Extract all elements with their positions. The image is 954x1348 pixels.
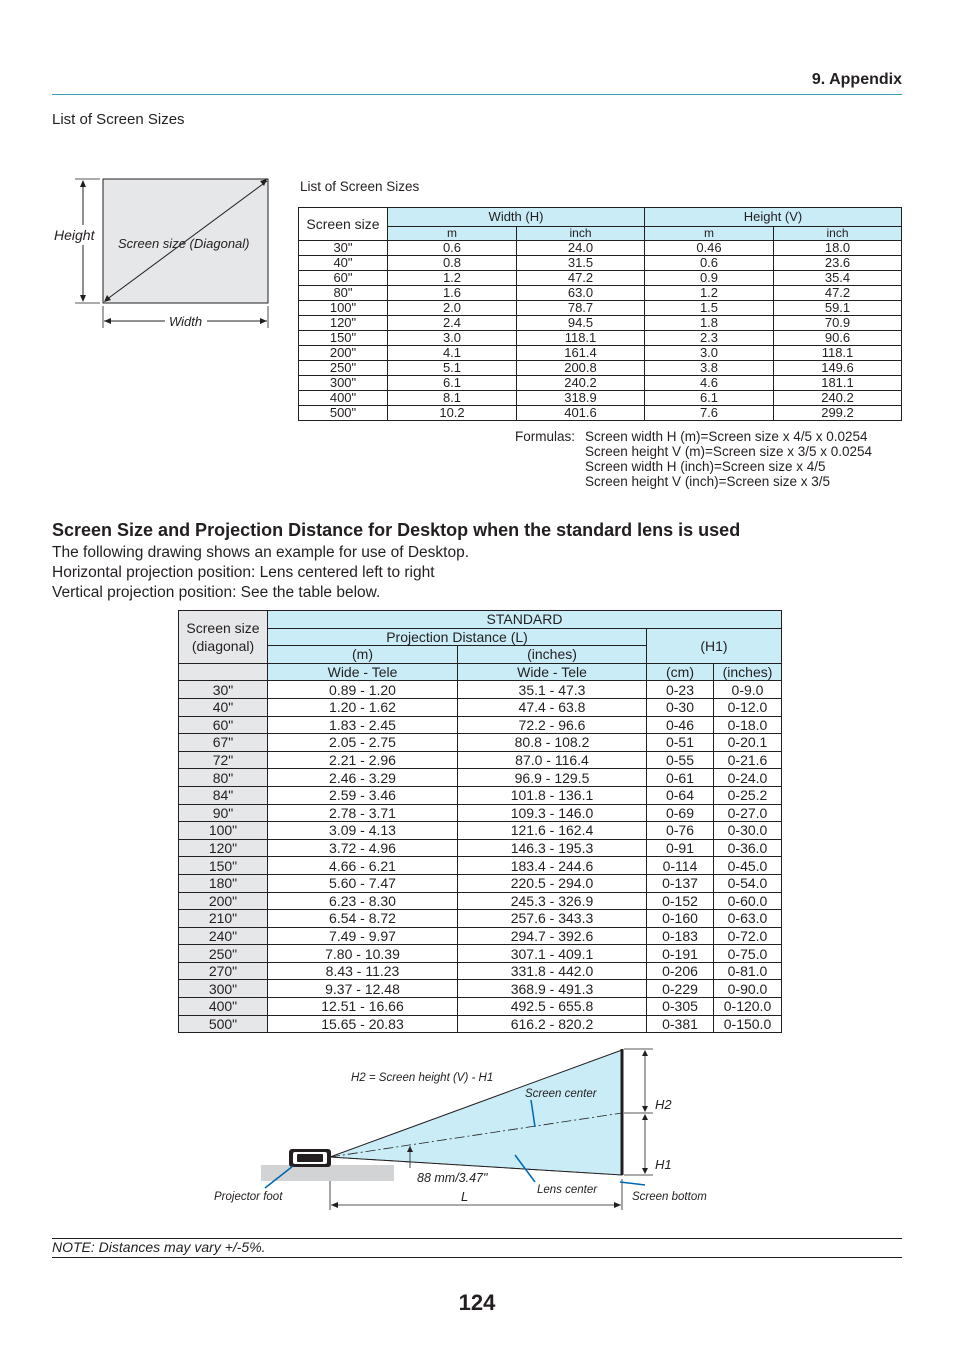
table-row bbox=[179, 786, 782, 804]
projection-diagram bbox=[205, 1045, 745, 1220]
col-wide-tele: Wide - Tele bbox=[268, 663, 458, 681]
table-cell: 35.1 - 47.3 bbox=[458, 681, 647, 699]
table-cell: 331.8 - 442.0 bbox=[458, 962, 647, 980]
table-cell: 70.9 bbox=[774, 316, 902, 331]
unit-m: m bbox=[388, 227, 517, 241]
table-cell: 118.1 bbox=[774, 346, 902, 361]
table-cell: 0-25.2 bbox=[714, 786, 782, 804]
table-cell: 0-54.0 bbox=[714, 874, 782, 892]
table-cell: 294.7 - 392.6 bbox=[458, 927, 647, 945]
table-cell: 0-24.0 bbox=[714, 769, 782, 787]
table-cell: 120" bbox=[179, 839, 268, 857]
table-row bbox=[179, 769, 782, 787]
table-cell: 400" bbox=[179, 998, 268, 1016]
table-cell: 1.5 bbox=[645, 301, 774, 316]
table-row bbox=[179, 962, 782, 980]
table-cell: 161.4 bbox=[517, 346, 645, 361]
table-cell: 616.2 - 820.2 bbox=[458, 1015, 647, 1033]
table-cell: 1.6 bbox=[388, 286, 517, 301]
table-cell: 72.2 - 96.6 bbox=[458, 716, 647, 734]
table-cell: 0-150.0 bbox=[714, 1015, 782, 1033]
table-cell: 0-45.0 bbox=[714, 857, 782, 875]
table-cell: 40" bbox=[179, 698, 268, 716]
col-standard: STANDARD bbox=[268, 611, 782, 629]
table-cell: 0-46 bbox=[647, 716, 714, 734]
table-cell: 10.2 bbox=[388, 406, 517, 421]
table-row bbox=[299, 256, 902, 271]
table-row bbox=[179, 927, 782, 945]
table-cell: 3.72 - 4.96 bbox=[268, 839, 458, 857]
table-cell: 400" bbox=[299, 391, 388, 406]
table-cell: 5.1 bbox=[388, 361, 517, 376]
col-inches: (inches) bbox=[458, 646, 647, 664]
table-cell: 492.5 - 655.8 bbox=[458, 998, 647, 1016]
table-cell: 0-36.0 bbox=[714, 839, 782, 857]
table-cell: 0.9 bbox=[645, 271, 774, 286]
projection-distance-table bbox=[178, 610, 782, 1033]
col-m: (m) bbox=[268, 646, 458, 664]
table-cell: 181.1 bbox=[774, 376, 902, 391]
table-row bbox=[299, 316, 902, 331]
screen-size-diagram bbox=[50, 175, 275, 330]
table-cell: 2.78 - 3.71 bbox=[268, 804, 458, 822]
col-screen-size: Screen size bbox=[186, 619, 260, 636]
table-cell: 1.2 bbox=[645, 286, 774, 301]
table-cell: 0.8 bbox=[388, 256, 517, 271]
table-cell: 2.05 - 2.75 bbox=[268, 734, 458, 752]
table-cell: 0-12.0 bbox=[714, 698, 782, 716]
table-row bbox=[299, 286, 902, 301]
table-cell: 60" bbox=[179, 716, 268, 734]
table-row bbox=[299, 361, 902, 376]
table-cell: 2.4 bbox=[388, 316, 517, 331]
table-cell: 250" bbox=[299, 361, 388, 376]
table-cell: 118.1 bbox=[517, 331, 645, 346]
intro-label: List of Screen Sizes bbox=[52, 111, 185, 128]
table-cell: 6.23 - 8.30 bbox=[268, 892, 458, 910]
table-cell: 12.51 - 16.66 bbox=[268, 998, 458, 1016]
table-cell: 0-30 bbox=[647, 698, 714, 716]
screen-bottom-label: Screen bottom bbox=[632, 1191, 707, 1203]
table-cell: 318.9 bbox=[517, 391, 645, 406]
table-cell: 0-160 bbox=[647, 910, 714, 928]
formula-line: Screen width H (inch)=Screen size x 4/5 bbox=[585, 459, 826, 474]
table-cell: 180" bbox=[179, 874, 268, 892]
table-cell: 24.0 bbox=[517, 241, 645, 256]
table-row bbox=[299, 346, 902, 361]
table-cell: 23.6 bbox=[774, 256, 902, 271]
table-cell: 15.65 - 20.83 bbox=[268, 1015, 458, 1033]
offset-label: 88 mm/3.47" bbox=[417, 1171, 488, 1185]
table-cell: 6.1 bbox=[645, 391, 774, 406]
table-cell: 94.5 bbox=[517, 316, 645, 331]
table-cell: 96.9 - 129.5 bbox=[458, 769, 647, 787]
table-cell: 150" bbox=[179, 857, 268, 875]
table-cell: 100" bbox=[299, 301, 388, 316]
table-cell: 368.9 - 491.3 bbox=[458, 980, 647, 998]
table-cell: 250" bbox=[179, 945, 268, 963]
table-cell: 210" bbox=[179, 910, 268, 928]
table-cell: 3.09 - 4.13 bbox=[268, 822, 458, 840]
diagonal-label: Screen size (Diagonal) bbox=[118, 236, 250, 251]
table-cell: 3.0 bbox=[645, 346, 774, 361]
table-row bbox=[179, 1015, 782, 1033]
table-cell: 5.60 - 7.47 bbox=[268, 874, 458, 892]
table-cell: 80" bbox=[299, 286, 388, 301]
table-cell: 200.8 bbox=[517, 361, 645, 376]
note-text: NOTE: Distances may vary +/-5%. bbox=[52, 1239, 266, 1255]
page-number: 124 bbox=[458, 1290, 496, 1315]
table-cell: 4.66 - 6.21 bbox=[268, 857, 458, 875]
table-cell: 0-21.6 bbox=[714, 751, 782, 769]
table-row bbox=[179, 910, 782, 928]
col-diagonal: (diagonal) bbox=[191, 637, 255, 654]
unit-inch: inch bbox=[774, 227, 902, 241]
formula-line: Screen height V (inch)=Screen size x 3/5 bbox=[585, 474, 831, 489]
table-cell: 1.8 bbox=[645, 316, 774, 331]
table-cell: 72" bbox=[179, 751, 268, 769]
table-cell: 0-64 bbox=[647, 786, 714, 804]
table-row bbox=[299, 391, 902, 406]
table-cell: 2.46 - 3.29 bbox=[268, 769, 458, 787]
table-cell: 87.0 - 116.4 bbox=[458, 751, 647, 769]
table-cell: 9.37 - 12.48 bbox=[268, 980, 458, 998]
table-cell: 18.0 bbox=[774, 241, 902, 256]
table-cell: 240" bbox=[179, 927, 268, 945]
table-cell: 101.8 - 136.1 bbox=[458, 786, 647, 804]
table-cell: 2.3 bbox=[645, 331, 774, 346]
table-cell: 0-90.0 bbox=[714, 980, 782, 998]
section-header: 9. Appendix bbox=[811, 71, 902, 88]
table-row bbox=[179, 839, 782, 857]
table-cell: 0-114 bbox=[647, 857, 714, 875]
table-row bbox=[299, 241, 902, 256]
table-row bbox=[179, 734, 782, 752]
table-row bbox=[179, 980, 782, 998]
table-cell: 47.2 bbox=[774, 286, 902, 301]
note-box bbox=[52, 1238, 902, 1258]
table-cell: 300" bbox=[299, 376, 388, 391]
table-cell: 299.2 bbox=[774, 406, 902, 421]
table-row bbox=[179, 751, 782, 769]
table-cell: 7.49 - 9.97 bbox=[268, 927, 458, 945]
table-cell: 0-20.1 bbox=[714, 734, 782, 752]
table-cell: 500" bbox=[179, 1015, 268, 1033]
table-cell: 63.0 bbox=[517, 286, 645, 301]
table-cell: 30" bbox=[299, 241, 388, 256]
table-cell: 30" bbox=[179, 681, 268, 699]
table-cell: 1.2 bbox=[388, 271, 517, 286]
table-cell: 0-51 bbox=[647, 734, 714, 752]
table-cell: 245.3 - 326.9 bbox=[458, 892, 647, 910]
table-cell: 120" bbox=[299, 316, 388, 331]
table-cell: 0-191 bbox=[647, 945, 714, 963]
section-line-1: The following drawing shows an example for use of Desktop. bbox=[52, 544, 469, 561]
table-row bbox=[179, 874, 782, 892]
table-cell: 90.6 bbox=[774, 331, 902, 346]
table-cell: 78.7 bbox=[517, 301, 645, 316]
table-cell: 0-381 bbox=[647, 1015, 714, 1033]
col-screen-size: Screen size bbox=[299, 208, 388, 241]
h1-label: H1 bbox=[655, 1157, 672, 1172]
table-cell: 0-81.0 bbox=[714, 962, 782, 980]
table-cell: 100" bbox=[179, 822, 268, 840]
table-cell: 270" bbox=[179, 962, 268, 980]
table-cell: 500" bbox=[299, 406, 388, 421]
table-cell: 4.1 bbox=[388, 346, 517, 361]
formulas-label: Formulas: bbox=[515, 429, 576, 444]
table-cell: 109.3 - 146.0 bbox=[458, 804, 647, 822]
table-cell: 0-18.0 bbox=[714, 716, 782, 734]
table-cell: 4.6 bbox=[645, 376, 774, 391]
unit-m: m bbox=[645, 227, 774, 241]
table-cell: 121.6 - 162.4 bbox=[458, 822, 647, 840]
table-cell: 1.20 - 1.62 bbox=[268, 698, 458, 716]
lens-center-label: Lens center bbox=[537, 1184, 598, 1196]
distance-l-label: L bbox=[461, 1189, 469, 1204]
col-wide-tele: Wide - Tele bbox=[458, 663, 647, 681]
table-cell: 80.8 - 108.2 bbox=[458, 734, 647, 752]
table-cell: 84" bbox=[179, 786, 268, 804]
table-cell: 0-61 bbox=[647, 769, 714, 787]
table-cell: 0-137 bbox=[647, 874, 714, 892]
table-cell: 240.2 bbox=[774, 391, 902, 406]
table-cell: 60" bbox=[299, 271, 388, 286]
table-cell: 0-305 bbox=[647, 998, 714, 1016]
table-cell: 300" bbox=[179, 980, 268, 998]
table-cell: 146.3 - 195.3 bbox=[458, 839, 647, 857]
section-title: Screen Size and Projection Distance for Desktop when the standard lens is used bbox=[52, 520, 741, 540]
screen-sizes-table bbox=[298, 207, 902, 421]
table-cell: 3.0 bbox=[388, 331, 517, 346]
table-cell: 220.5 - 294.0 bbox=[458, 874, 647, 892]
col-h1: (H1) bbox=[647, 628, 782, 663]
formula-lines bbox=[585, 429, 872, 489]
screen-center-label: Screen center bbox=[525, 1088, 597, 1100]
table1-caption: List of Screen Sizes bbox=[300, 179, 420, 194]
table-row bbox=[179, 698, 782, 716]
table-cell: 47.2 bbox=[517, 271, 645, 286]
table-cell: 307.1 - 409.1 bbox=[458, 945, 647, 963]
table-cell: 0-75.0 bbox=[714, 945, 782, 963]
h2-formula-label: H2 = Screen height (V) - H1 bbox=[351, 1072, 494, 1084]
table-cell: 2.21 - 2.96 bbox=[268, 751, 458, 769]
table-cell: 67" bbox=[179, 734, 268, 752]
table-row bbox=[299, 271, 902, 286]
table-row bbox=[179, 716, 782, 734]
table-cell: 59.1 bbox=[774, 301, 902, 316]
height-label: Height bbox=[54, 227, 95, 243]
col-screen-size-diagonal bbox=[179, 611, 268, 664]
col-inches: (inches) bbox=[714, 663, 782, 681]
table-cell: 149.6 bbox=[774, 361, 902, 376]
table-cell: 401.6 bbox=[517, 406, 645, 421]
table-cell: 90" bbox=[179, 804, 268, 822]
col-projection-distance: Projection Distance (L) bbox=[268, 628, 647, 646]
table-cell: 0-183 bbox=[647, 927, 714, 945]
table-cell: 40" bbox=[299, 256, 388, 271]
page-header bbox=[52, 66, 902, 95]
table-cell: 8.1 bbox=[388, 391, 517, 406]
table-cell: 0-206 bbox=[647, 962, 714, 980]
table-cell: 7.6 bbox=[645, 406, 774, 421]
section-line-3: Vertical projection position: See the table below. bbox=[52, 584, 381, 601]
table-row bbox=[179, 804, 782, 822]
col-cm: (cm) bbox=[647, 663, 714, 681]
table-cell: 257.6 - 343.3 bbox=[458, 910, 647, 928]
section-line-2: Horizontal projection position: Lens centered left to right bbox=[52, 564, 435, 581]
table-row bbox=[179, 822, 782, 840]
table-row bbox=[179, 857, 782, 875]
table-cell: 0.6 bbox=[645, 256, 774, 271]
table-cell: 0.6 bbox=[388, 241, 517, 256]
table-cell: 7.80 - 10.39 bbox=[268, 945, 458, 963]
table-cell: 35.4 bbox=[774, 271, 902, 286]
table-row bbox=[179, 945, 782, 963]
h2-label: H2 bbox=[655, 1097, 672, 1112]
table-row bbox=[299, 406, 902, 421]
formula-line: Screen height V (m)=Screen size x 3/5 x 0.0254 bbox=[585, 444, 873, 459]
table-cell: 0-30.0 bbox=[714, 822, 782, 840]
col-width: Width (H) bbox=[388, 208, 645, 227]
table-row bbox=[179, 998, 782, 1016]
table-cell: 0-69 bbox=[647, 804, 714, 822]
table-cell: 80" bbox=[179, 769, 268, 787]
table-cell: 0-76 bbox=[647, 822, 714, 840]
table-cell: 0.46 bbox=[645, 241, 774, 256]
table-cell: 47.4 - 63.8 bbox=[458, 698, 647, 716]
table-cell: 6.54 - 8.72 bbox=[268, 910, 458, 928]
table-cell: 200" bbox=[179, 892, 268, 910]
width-label: Width bbox=[169, 314, 203, 329]
blank-cell bbox=[179, 663, 268, 681]
table-cell: 2.0 bbox=[388, 301, 517, 316]
table-cell: 150" bbox=[299, 331, 388, 346]
table-cell: 0-60.0 bbox=[714, 892, 782, 910]
formula-line: Screen width H (m)=Screen size x 4/5 x 0.0254 bbox=[585, 429, 868, 444]
table-cell: 31.5 bbox=[517, 256, 645, 271]
table-cell: 0-91 bbox=[647, 839, 714, 857]
table-cell: 8.43 - 11.23 bbox=[268, 962, 458, 980]
table-cell: 1.83 - 2.45 bbox=[268, 716, 458, 734]
table-cell: 0-229 bbox=[647, 980, 714, 998]
table-row bbox=[299, 301, 902, 316]
table-cell: 3.8 bbox=[645, 361, 774, 376]
table-row bbox=[299, 376, 902, 391]
table-cell: 183.4 - 244.6 bbox=[458, 857, 647, 875]
table-cell: 0-23 bbox=[647, 681, 714, 699]
table-cell: 0-63.0 bbox=[714, 910, 782, 928]
col-height: Height (V) bbox=[645, 208, 902, 227]
table-cell: 0-27.0 bbox=[714, 804, 782, 822]
table-cell: 0-72.0 bbox=[714, 927, 782, 945]
table-cell: 240.2 bbox=[517, 376, 645, 391]
table-cell: 0-152 bbox=[647, 892, 714, 910]
projector-foot-label: Projector foot bbox=[214, 1191, 283, 1203]
table-row bbox=[179, 681, 782, 699]
table-row bbox=[179, 892, 782, 910]
unit-inch: inch bbox=[517, 227, 645, 241]
table-row bbox=[299, 331, 902, 346]
table-cell: 0-55 bbox=[647, 751, 714, 769]
table-cell: 2.59 - 3.46 bbox=[268, 786, 458, 804]
table-cell: 200" bbox=[299, 346, 388, 361]
table-cell: 0.89 - 1.20 bbox=[268, 681, 458, 699]
table-cell: 0-9.0 bbox=[714, 681, 782, 699]
table-cell: 0-120.0 bbox=[714, 998, 782, 1016]
table-cell: 6.1 bbox=[388, 376, 517, 391]
